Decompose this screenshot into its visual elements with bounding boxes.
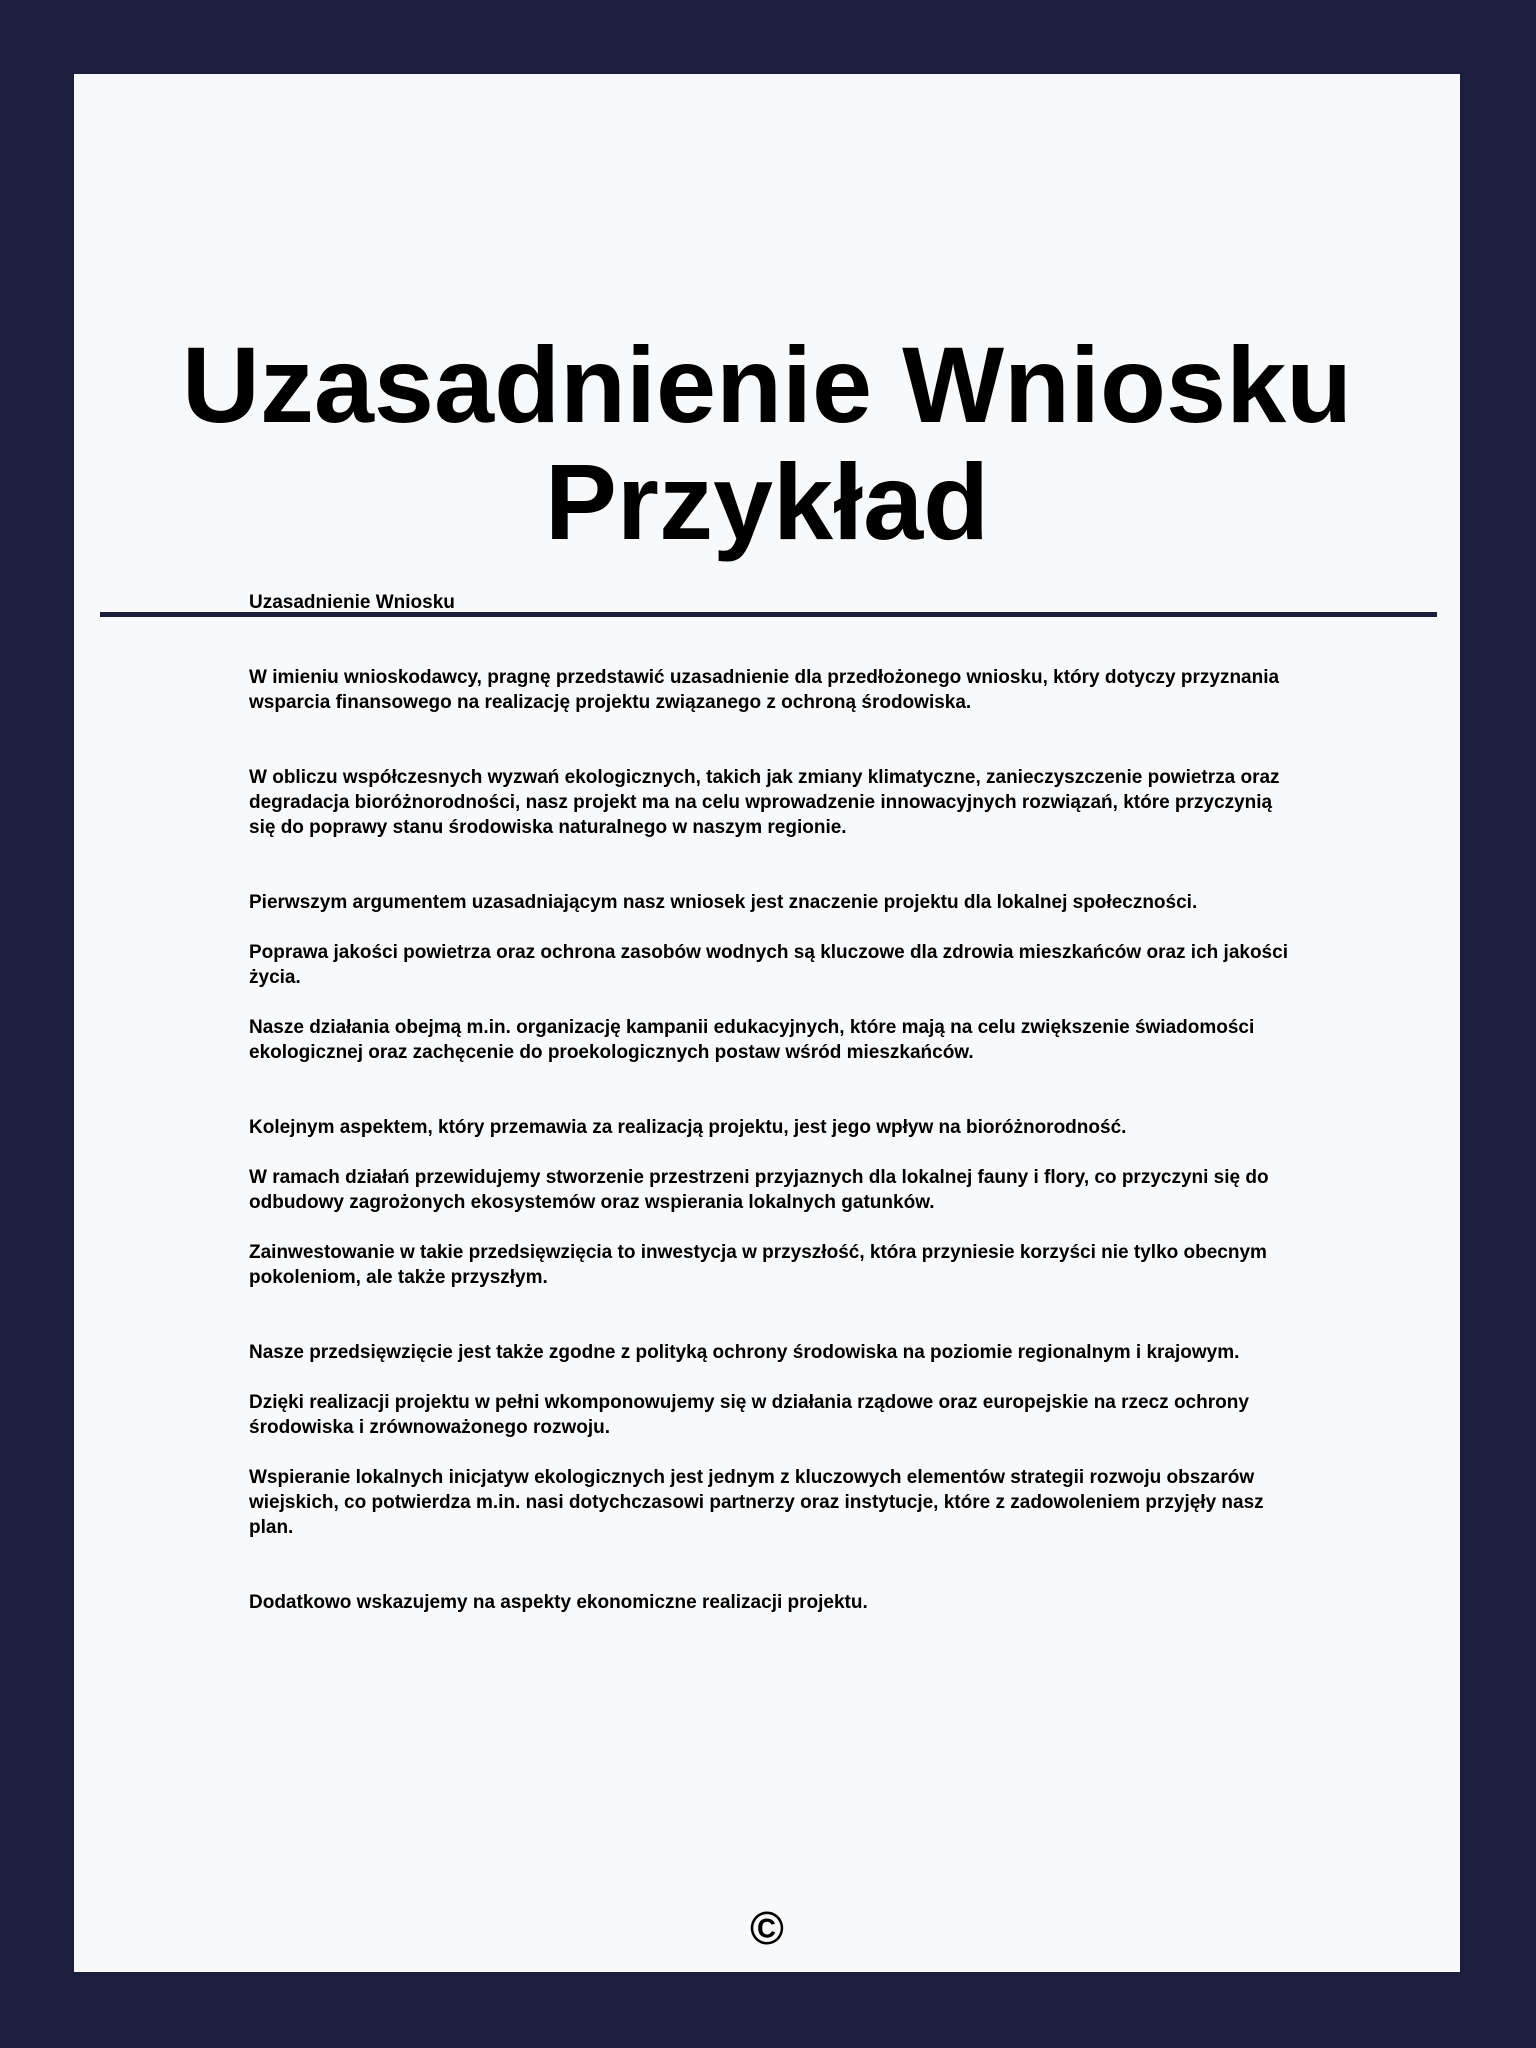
- paragraph: Dzięki realizacji projektu w pełni wkomponowujemy się w działania rządowe oraz europejskie na rzecz ochrony środowiska i zrównoważonego rozwoju.: [249, 1392, 1249, 1438]
- document-section: [249, 765, 1294, 840]
- paragraph: Nasze działania obejmą m.in. organizację kampanii edukacyjnych, które mają na celu zwiększenie świadomości ekologicznej oraz zachęcenie do proekologicznych postaw wśród mieszkańców.: [249, 1017, 1255, 1063]
- paragraph: Wspieranie lokalnych inicjatyw ekologicznych jest jednym z kluczowych elementów strategii rozwoju obszarów wiejskich, co potwierdza m.in. nasi dotychczasowi partnerzy oraz instytucje, które z zadowoleniem przyjęły nasz plan.: [249, 1467, 1264, 1538]
- document-section: [249, 665, 1294, 715]
- paragraph: Zainwestowanie w takie przedsięwzięcia to inwestycja w przyszłość, która przyniesie korzyści nie tylko obecnym pokoleniom, ale także przyszłym.: [249, 1242, 1267, 1288]
- document-section: [249, 1340, 1294, 1540]
- paragraph: Dodatkowo wskazujemy na aspekty ekonomiczne realizacji projektu.: [249, 1592, 868, 1613]
- document-section: [249, 1115, 1294, 1290]
- paragraph: Nasze przedsięwzięcie jest także zgodne z polityką ochrony środowiska na poziomie regionalnym i krajowym.: [249, 1342, 1240, 1363]
- copyright-symbol: ©: [750, 1902, 784, 1954]
- document-card: [74, 74, 1460, 1972]
- paragraph: Poprawa jakości powietrza oraz ochrona zasobów wodnych są kluczowe dla zdrowia mieszkańców oraz ich jakości życia.: [249, 942, 1288, 988]
- paragraph: Kolejnym aspektem, który przemawia za realizacją projektu, jest jego wpływ na bioróżnorodność.: [249, 1117, 1127, 1138]
- paragraph: W imieniu wnioskodawcy, pragnę przedstawić uzasadnienie dla przedłożonego wniosku, który dotyczy przyznania wsparcia finansowego na realizację projektu związanego z ochroną środowiska.: [249, 667, 1280, 713]
- paragraph: Uzasadnienie Wniosku: [249, 592, 455, 613]
- page-title: [74, 326, 1460, 560]
- paragraph: W ramach działań przewidujemy stworzenie przestrzeni przyjaznych dla lokalnej fauny i flory, co przyczyni się do odbudowy zagrożonych ekosystemów oraz wspierania lokalnych gatunków.: [249, 1167, 1269, 1213]
- title-line-1: Uzasadnienie Wniosku: [181, 324, 1353, 445]
- paragraph: W obliczu współczesnych wyzwań ekologicznych, takich jak zmiany klimatyczne, zanieczyszczenie powietrza oraz degradacja bioróżnorodności, nasz projekt ma na celu wprowadzenie innowacyjnych rozwiązań, które przyczynią się do poprawy stanu środowiska naturalnego w naszym regionie.: [249, 767, 1280, 838]
- document-section: [249, 1590, 1294, 1615]
- document-section: [249, 890, 1294, 1065]
- section-heading: [249, 590, 1294, 615]
- paragraph: Pierwszym argumentem uzasadniającym nasz wniosek jest znaczenie projektu dla lokalnej społeczności.: [249, 892, 1198, 913]
- title-line-2: Przykład: [544, 441, 990, 562]
- document-body: [249, 590, 1294, 1665]
